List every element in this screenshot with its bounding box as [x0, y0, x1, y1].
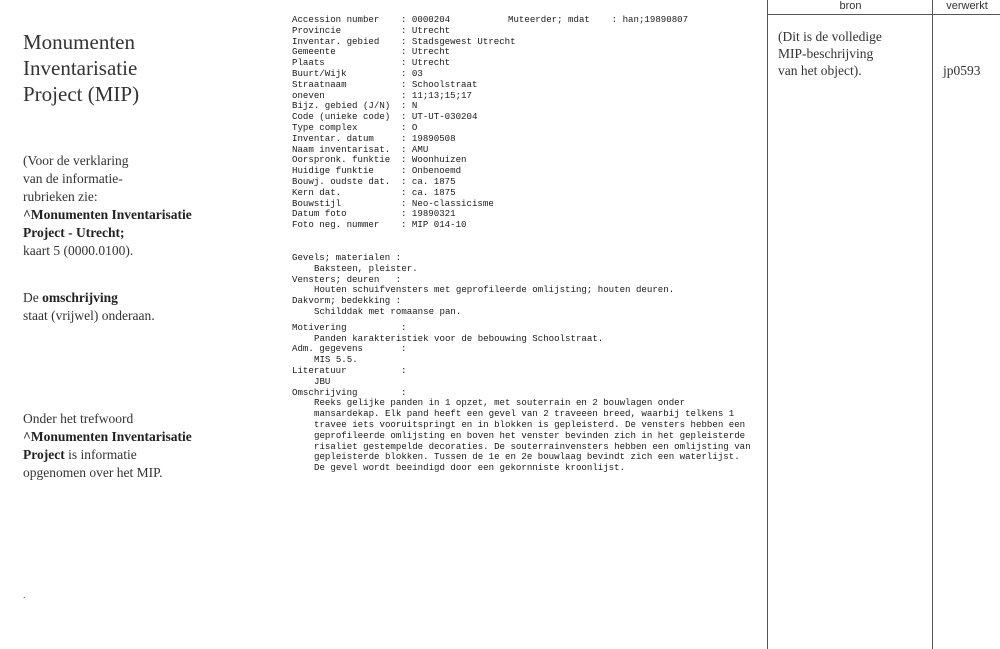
field-value: : Onbenoemd: [401, 165, 462, 177]
field-row: [292, 134, 516, 145]
note1-line4: kaart 5 (0000.0100).: [23, 243, 134, 258]
gevels-text: Baksteen, pleister.: [314, 262, 418, 274]
reference-link-line2[interactable]: Project - Utrecht;: [23, 225, 125, 240]
field-label: Accession number: [292, 14, 380, 25]
note2-bold: omschrijving: [42, 290, 118, 305]
literatuur-label: Literatuur: [292, 364, 347, 376]
explanation-note: [23, 152, 192, 260]
bron-text-line3: van het object).: [778, 63, 862, 78]
dakvorm-text: Schilddak met romaanse pan.: [314, 305, 462, 317]
gevels-head: Gevels; materialen :: [292, 252, 402, 263]
field-value: : AMU: [401, 143, 429, 155]
field-value: : N: [401, 100, 418, 112]
field-value: : 19890508: [401, 132, 456, 144]
field-label: Naam inventarisat.: [292, 143, 391, 155]
bron-header: bron: [768, 0, 933, 15]
field-label: Inventar. datum: [292, 132, 374, 144]
record-sections: [292, 253, 762, 479]
section-gevels: [292, 253, 762, 275]
field-value: : Woonhuizen: [401, 154, 467, 166]
title-line-2: Inventarisatie: [23, 56, 138, 80]
field-value: : Utrecht: [401, 24, 451, 36]
motivering-colon: :: [401, 321, 407, 333]
field-row: [292, 220, 516, 231]
description-note: [23, 289, 155, 325]
field-value: : 03: [401, 67, 423, 79]
motivering-label: Motivering: [292, 321, 347, 333]
record-fields: [292, 15, 516, 231]
field-value: : 11;13;15;17: [401, 89, 472, 101]
literatuur-text: JBU: [314, 375, 331, 387]
field-label: Kern dat.: [292, 186, 342, 198]
field-label: oneven: [292, 89, 325, 101]
title-line-1: Monumenten: [23, 30, 135, 54]
section-adm: [292, 344, 762, 366]
field-label: Bouwj. oudste dat.: [292, 175, 391, 187]
field-label: Type complex: [292, 121, 358, 133]
field-row: [292, 80, 516, 91]
field-value: : ca. 1875: [401, 175, 456, 187]
verwerkt-header: verwerkt: [933, 0, 1000, 15]
omschrijving-text: Reeks gelijke panden in 1 opzet, met souterrain en 2 bouwlagen onder mansardekap. Elk pand heeft een gevel van 2 traveeen breed, waarbij telkens 1 travee iets vooruitspringt en in blokken is gepleisterd. De vensters hebben een geprofileerde omlijsting en boven het venster bevinden zich in het gepleisterde risaliet gestempelde decoraties. De souterrainvensters hebben een omlijsting van gepleisterde blokken. Tussen de 1e en 2e bouwlaag bevindt zich een waterlijst. De gevel wordt beeindigd door een gekornniste kroonlijst.: [314, 397, 751, 474]
adm-label: Adm. gegevens: [292, 343, 363, 355]
section-literatuur: [292, 366, 762, 388]
note1-line3: rubrieken zie:: [23, 189, 98, 204]
bron-text-line1: (Dit is de volledige: [778, 29, 882, 44]
keyword-link-line1[interactable]: ^Monumenten Inventarisatie: [23, 429, 192, 444]
field-value: : Utrecht: [401, 46, 451, 58]
field-label: Inventar. gebied: [292, 35, 380, 47]
note2-pre: De: [23, 290, 43, 305]
field-label: Provincie: [292, 24, 342, 36]
note1-line2: van de informatie-: [23, 171, 123, 186]
page-title: [23, 29, 139, 107]
field-value: : 0000204: [401, 14, 451, 25]
vensters-head: Vensters; deuren :: [292, 273, 402, 285]
adm-colon: :: [401, 343, 407, 355]
field-value: : Stadsgewest Utrecht: [401, 35, 516, 47]
note2-line2: staat (vrijwel) onderaan.: [23, 308, 155, 323]
field-label: Bijz. gebied (J/N): [292, 100, 391, 112]
bron-column: [767, 0, 933, 649]
field-label: Huidige funktie: [292, 165, 374, 177]
field-value: : 19890321: [401, 208, 456, 220]
field-row: [292, 188, 516, 199]
omschrijving-colon: :: [401, 386, 407, 398]
stray-dot: .: [23, 590, 26, 601]
verwerkt-code: jp0593: [943, 63, 981, 78]
field-value: : O: [401, 121, 418, 133]
field-value: : Neo-classicisme: [401, 197, 494, 209]
field-label: Datum foto: [292, 208, 347, 220]
field-value: : Schoolstraat: [401, 78, 478, 90]
literatuur-colon: :: [401, 364, 407, 376]
field-value: : MIP 014-10: [401, 219, 467, 231]
bron-text: [778, 28, 882, 79]
field-label: Foto neg. nummer: [292, 219, 380, 231]
bron-text-line2: MIP-beschrijving: [778, 46, 874, 61]
field-label: Code (unieke code): [292, 111, 391, 123]
field-label: Straatnaam: [292, 78, 347, 90]
omschrijving-label: Omschrijving: [292, 386, 358, 398]
verwerkt-column: [932, 0, 1000, 649]
section-omschrijving: [292, 388, 762, 474]
adm-text: MIS 5.5.: [314, 354, 358, 366]
motivering-text: Panden karakteristiek voor de bebouwing Schoolstraat.: [314, 332, 604, 344]
note3-post2: is informatie: [64, 447, 137, 462]
field-label: Oorspronk. funktie: [292, 154, 391, 166]
vensters-text: Houten schuifvensters met geprofileerde omlijsting; houten deuren.: [314, 284, 675, 296]
note3-line3: opgenomen over het MIP.: [23, 465, 163, 480]
reference-link-line1[interactable]: ^Monumenten Inventarisatie: [23, 207, 192, 222]
field-label: Plaats: [292, 57, 325, 69]
field-label: Bouwstijl: [292, 197, 342, 209]
field-label: Buurt/Wijk: [292, 67, 347, 79]
field-value: : Utrecht: [401, 57, 451, 69]
field-row: [292, 26, 516, 37]
field-value: : UT-UT-030204: [401, 111, 478, 123]
keyword-link-line2[interactable]: Project: [23, 447, 65, 462]
section-motivering: [292, 323, 762, 345]
note3-line1: Onder het trefwoord: [23, 411, 134, 426]
keyword-note: [23, 410, 192, 482]
field-label: Gemeente: [292, 46, 336, 58]
field-value: : ca. 1875: [401, 186, 456, 198]
section-vensters: [292, 275, 762, 297]
title-line-3: Project (MIP): [23, 82, 140, 106]
note1-line1: (Voor de verklaring: [23, 153, 129, 168]
dakvorm-head: Dakvorm; bedekking :: [292, 295, 402, 307]
section-dakvorm: [292, 296, 762, 318]
muteerder-field: Muteerder; mdat : han;19890807: [508, 14, 689, 25]
